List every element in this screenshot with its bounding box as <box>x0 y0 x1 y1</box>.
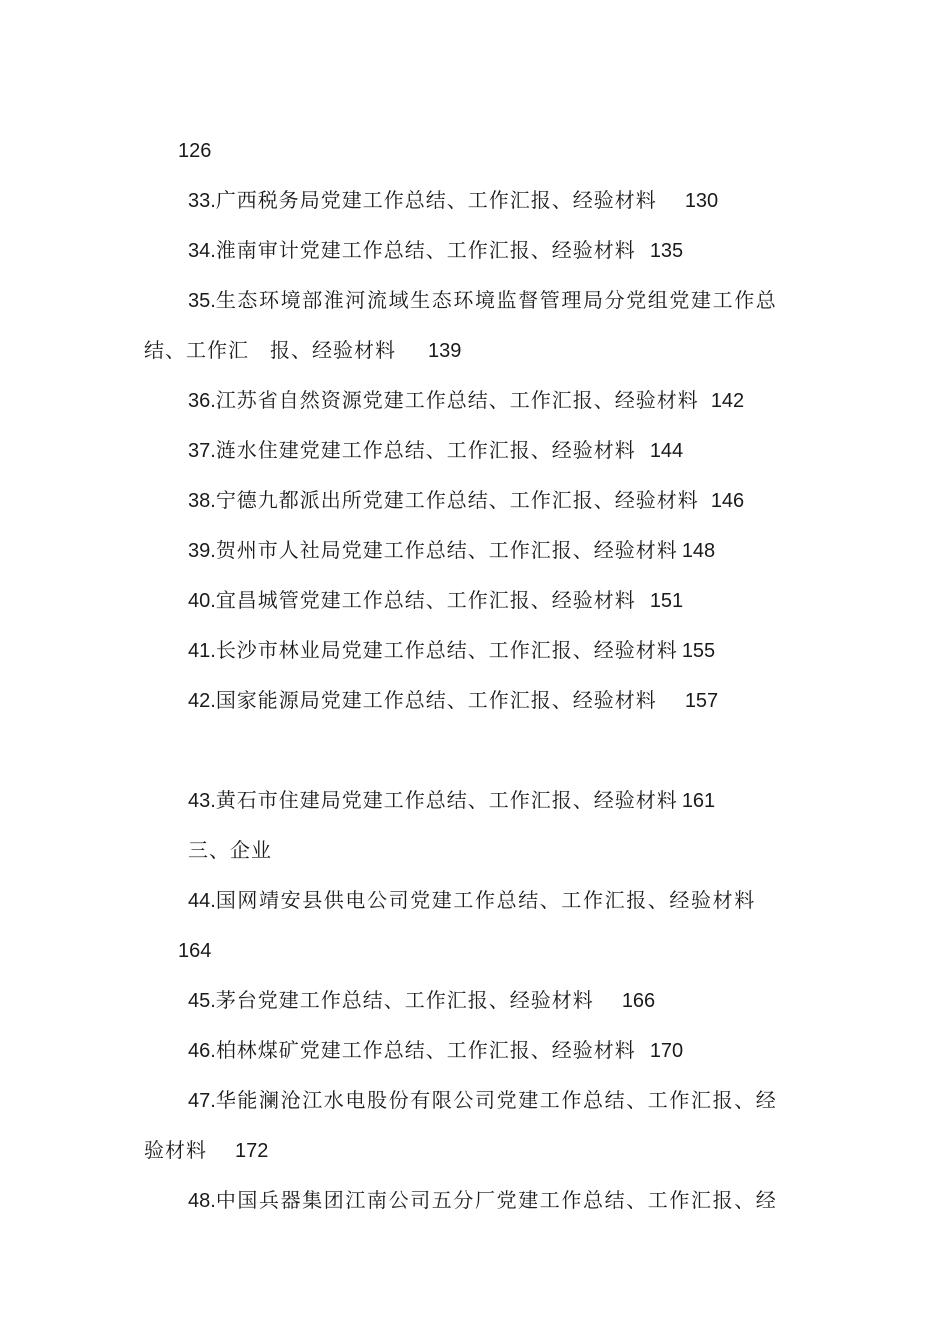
toc-entry-48[interactable] <box>188 1186 777 1215</box>
toc-entry-39[interactable] <box>188 536 715 565</box>
page-number: 144 <box>649 440 684 462</box>
entry-title: 淮南审计党建工作总结、工作汇报、经验材料 <box>215 238 636 262</box>
toc-entry-47-continued[interactable] <box>144 1136 268 1165</box>
page-number: 155 <box>681 640 716 662</box>
toc-entry-34[interactable] <box>188 236 683 265</box>
entry-number: 47. <box>188 1090 216 1112</box>
toc-entry-42[interactable] <box>188 686 718 715</box>
section-heading-enterprise <box>188 836 272 864</box>
entry-number: 34. <box>188 240 216 262</box>
entry-title: 验材料 <box>144 1138 207 1162</box>
page-number: 146 <box>710 490 745 512</box>
page-number: 130 <box>684 190 719 212</box>
toc-entry-35[interactable] <box>188 286 777 315</box>
page-number: 135 <box>649 240 684 262</box>
toc-entry-41[interactable] <box>188 636 715 665</box>
entry-title: 国网靖安县供电公司党建工作总结、工作汇报、经验材料 <box>215 888 756 912</box>
entry-number: 33. <box>188 190 216 212</box>
page-number: 164 <box>178 940 212 962</box>
entry-number: 42. <box>188 690 216 712</box>
toc-entry-43[interactable] <box>188 786 715 815</box>
toc-entry-44[interactable] <box>188 886 756 915</box>
entry-number: 40. <box>188 590 216 612</box>
page-number: 148 <box>681 540 716 562</box>
toc-entry-37[interactable] <box>188 436 683 465</box>
toc-entry-47[interactable] <box>188 1086 777 1115</box>
toc-page-ref <box>178 136 211 165</box>
toc-entry-40[interactable] <box>188 586 683 615</box>
toc-entry-46[interactable] <box>188 1036 683 1065</box>
entry-number: 36. <box>188 390 216 412</box>
entry-title: 华能澜沧江水电股份有限公司党建工作总结、工作汇报、经 <box>215 1088 778 1112</box>
entry-title: 江苏省自然资源党建工作总结、工作汇报、经验材料 <box>215 388 699 412</box>
page-number: 170 <box>649 1040 684 1062</box>
entry-title: 长沙市林业局党建工作总结、工作汇报、经验材料 <box>215 638 678 662</box>
entry-title: 国家能源局党建工作总结、工作汇报、经验材料 <box>215 688 657 712</box>
toc-entry-44-continued[interactable] <box>178 936 211 965</box>
entry-title: 宜昌城管党建工作总结、工作汇报、经验材料 <box>215 588 636 612</box>
page-number: 172 <box>235 1140 269 1162</box>
entry-number: 46. <box>188 1040 216 1062</box>
entry-number: 43. <box>188 790 216 812</box>
entry-title: 贺州市人社局党建工作总结、工作汇报、经验材料 <box>215 538 678 562</box>
toc-entry-35-continued[interactable] <box>144 336 461 365</box>
entry-number: 45. <box>188 990 216 1012</box>
entry-number: 39. <box>188 540 216 562</box>
entry-number: 38. <box>188 490 216 512</box>
page-number: 161 <box>681 790 716 812</box>
entry-number: 41. <box>188 640 216 662</box>
entry-title: 宁德九都派出所党建工作总结、工作汇报、经验材料 <box>215 488 699 512</box>
section-title: 三、企业 <box>188 838 272 862</box>
toc-entry-33[interactable] <box>188 186 718 215</box>
page-number: 157 <box>684 690 719 712</box>
page-number: 166 <box>621 990 656 1012</box>
entry-title: 中国兵器集团江南公司五分厂党建工作总结、工作汇报、经 <box>215 1188 778 1212</box>
toc-entry-36[interactable] <box>188 386 744 415</box>
toc-entry-45[interactable] <box>188 986 655 1015</box>
entry-title: 茅台党建工作总结、工作汇报、经验材料 <box>215 988 594 1012</box>
entry-title: 黄石市住建局党建工作总结、工作汇报、经验材料 <box>215 788 678 812</box>
entry-title: 柏林煤矿党建工作总结、工作汇报、经验材料 <box>215 1038 636 1062</box>
entry-title: 生态环境部淮河流域生态环境监督管理局分党组党建工作总 <box>215 288 778 312</box>
entry-number: 48. <box>188 1190 216 1212</box>
entry-title: 广西税务局党建工作总结、工作汇报、经验材料 <box>215 188 657 212</box>
entry-number: 44. <box>188 890 216 912</box>
page-number: 151 <box>649 590 684 612</box>
page-number: 142 <box>710 390 745 412</box>
entry-title: 结、工作汇 报、经验材料 <box>144 338 396 362</box>
page-number: 126 <box>178 140 212 162</box>
entry-number: 37. <box>188 440 216 462</box>
entry-number: 35. <box>188 290 216 312</box>
page-number: 139 <box>428 340 462 362</box>
toc-entry-38[interactable] <box>188 486 744 515</box>
entry-title: 涟水住建党建工作总结、工作汇报、经验材料 <box>215 438 636 462</box>
